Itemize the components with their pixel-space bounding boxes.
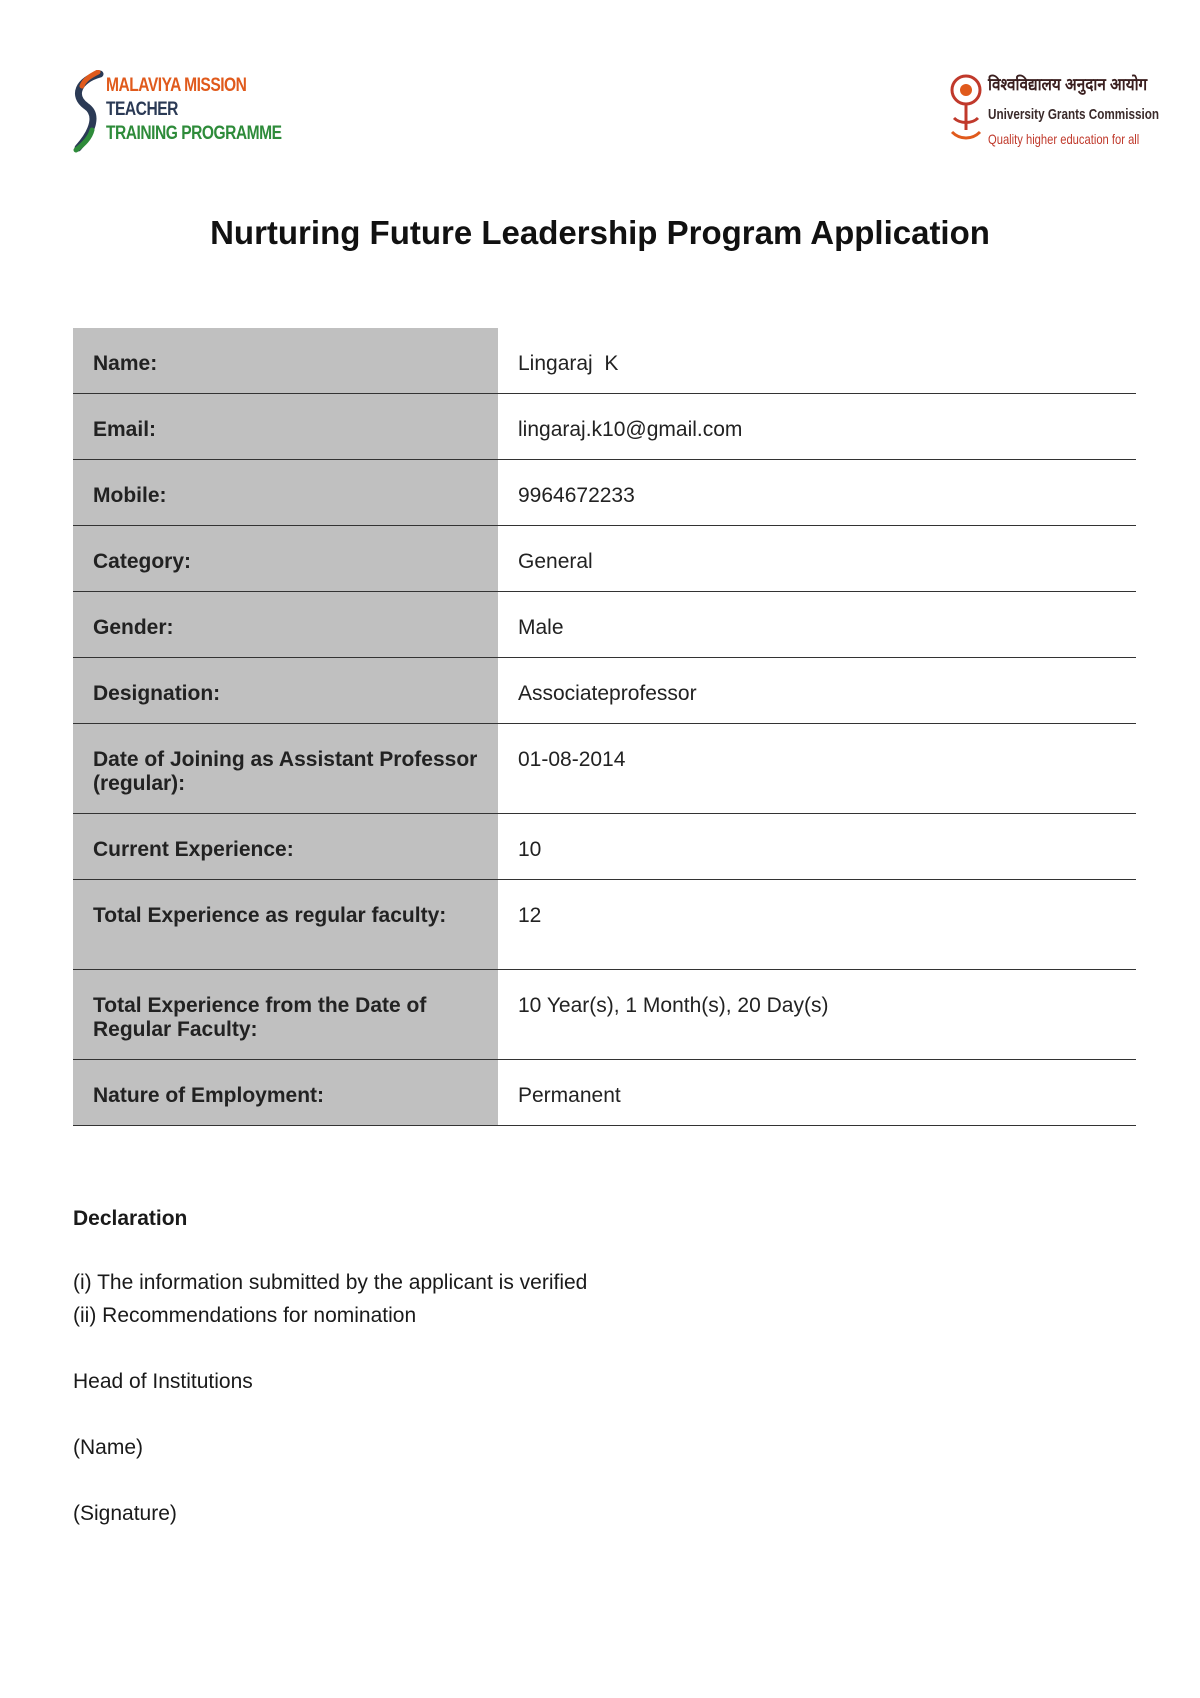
- row-label-total-experience: Total Experience as regular faculty:: [73, 880, 498, 970]
- row-value-email: lingaraj.k10@gmail.com: [498, 394, 1136, 460]
- table-row: [73, 592, 1136, 658]
- table-row: [73, 328, 1136, 394]
- mmttp-line3: TRAINING PROGRAMME: [106, 123, 282, 144]
- row-label-name: Name:: [73, 328, 498, 394]
- row-label-experience-from-date: Total Experience from the Date of Regular Faculty:: [73, 970, 498, 1060]
- row-value-date-of-joining: 01-08-2014: [498, 724, 1136, 814]
- row-label-gender: Gender:: [73, 592, 498, 658]
- declaration-heading: Declaration: [73, 1207, 188, 1230]
- signature-placeholder: (Signature): [73, 1502, 177, 1525]
- row-label-mobile: Mobile:: [73, 460, 498, 526]
- row-value-nature-of-employment: Permanent: [498, 1060, 1136, 1126]
- row-label-designation: Designation:: [73, 658, 498, 724]
- table-row: [73, 880, 1136, 970]
- row-value-gender: Male: [498, 592, 1136, 658]
- mmttp-line2: TEACHER: [106, 99, 178, 120]
- table-row: [73, 658, 1136, 724]
- row-value-name: Lingaraj K: [498, 328, 1136, 394]
- mmttp-logo: [70, 68, 282, 158]
- row-label-email: Email:: [73, 394, 498, 460]
- row-value-current-experience: 10: [498, 814, 1136, 880]
- ugc-tagline: Quality higher education for all: [988, 131, 1140, 147]
- ugc-hindi-name: विश्वविद्यालय अनुदान आयोग: [988, 75, 1148, 94]
- row-value-category: General: [498, 526, 1136, 592]
- row-value-designation: Associateprofessor: [498, 658, 1136, 724]
- application-details-table: [73, 328, 1136, 1126]
- row-value-mobile: 9964672233: [498, 460, 1136, 526]
- table-row: [73, 526, 1136, 592]
- row-label-category: Category:: [73, 526, 498, 592]
- mmttp-line1: MALAVIYA MISSION: [106, 75, 247, 96]
- ugc-english-name: University Grants Commission: [988, 106, 1160, 123]
- table-row: [73, 1060, 1136, 1126]
- mmttp-logo-text: [106, 74, 282, 146]
- declaration-item-recommendation: (ii) Recommendations for nomination: [73, 1304, 417, 1327]
- page-title: Nurturing Future Leadership Program Application: [210, 214, 990, 251]
- table-row: [73, 460, 1136, 526]
- head-of-institutions-label: Head of Institutions: [73, 1370, 253, 1393]
- table-row: [73, 394, 1136, 460]
- row-value-total-experience: 12: [498, 880, 1136, 970]
- ugc-emblem-logo-icon: [946, 70, 986, 146]
- table-row: [73, 814, 1136, 880]
- row-label-date-of-joining: Date of Joining as Assistant Professor (regular):: [73, 724, 498, 814]
- ugc-logo: [946, 70, 1160, 160]
- mmttp-swirl-logo-icon: [70, 70, 106, 154]
- row-label-current-experience: Current Experience:: [73, 814, 498, 880]
- name-placeholder: (Name): [73, 1436, 144, 1459]
- declaration-item-verified: (i) The information submitted by the applicant is verified: [73, 1271, 588, 1294]
- table-row: [73, 970, 1136, 1060]
- row-label-nature-of-employment: Nature of Employment:: [73, 1060, 498, 1126]
- table-row: [73, 724, 1136, 814]
- row-value-experience-from-date: 10 Year(s), 1 Month(s), 20 Day(s): [498, 970, 1136, 1060]
